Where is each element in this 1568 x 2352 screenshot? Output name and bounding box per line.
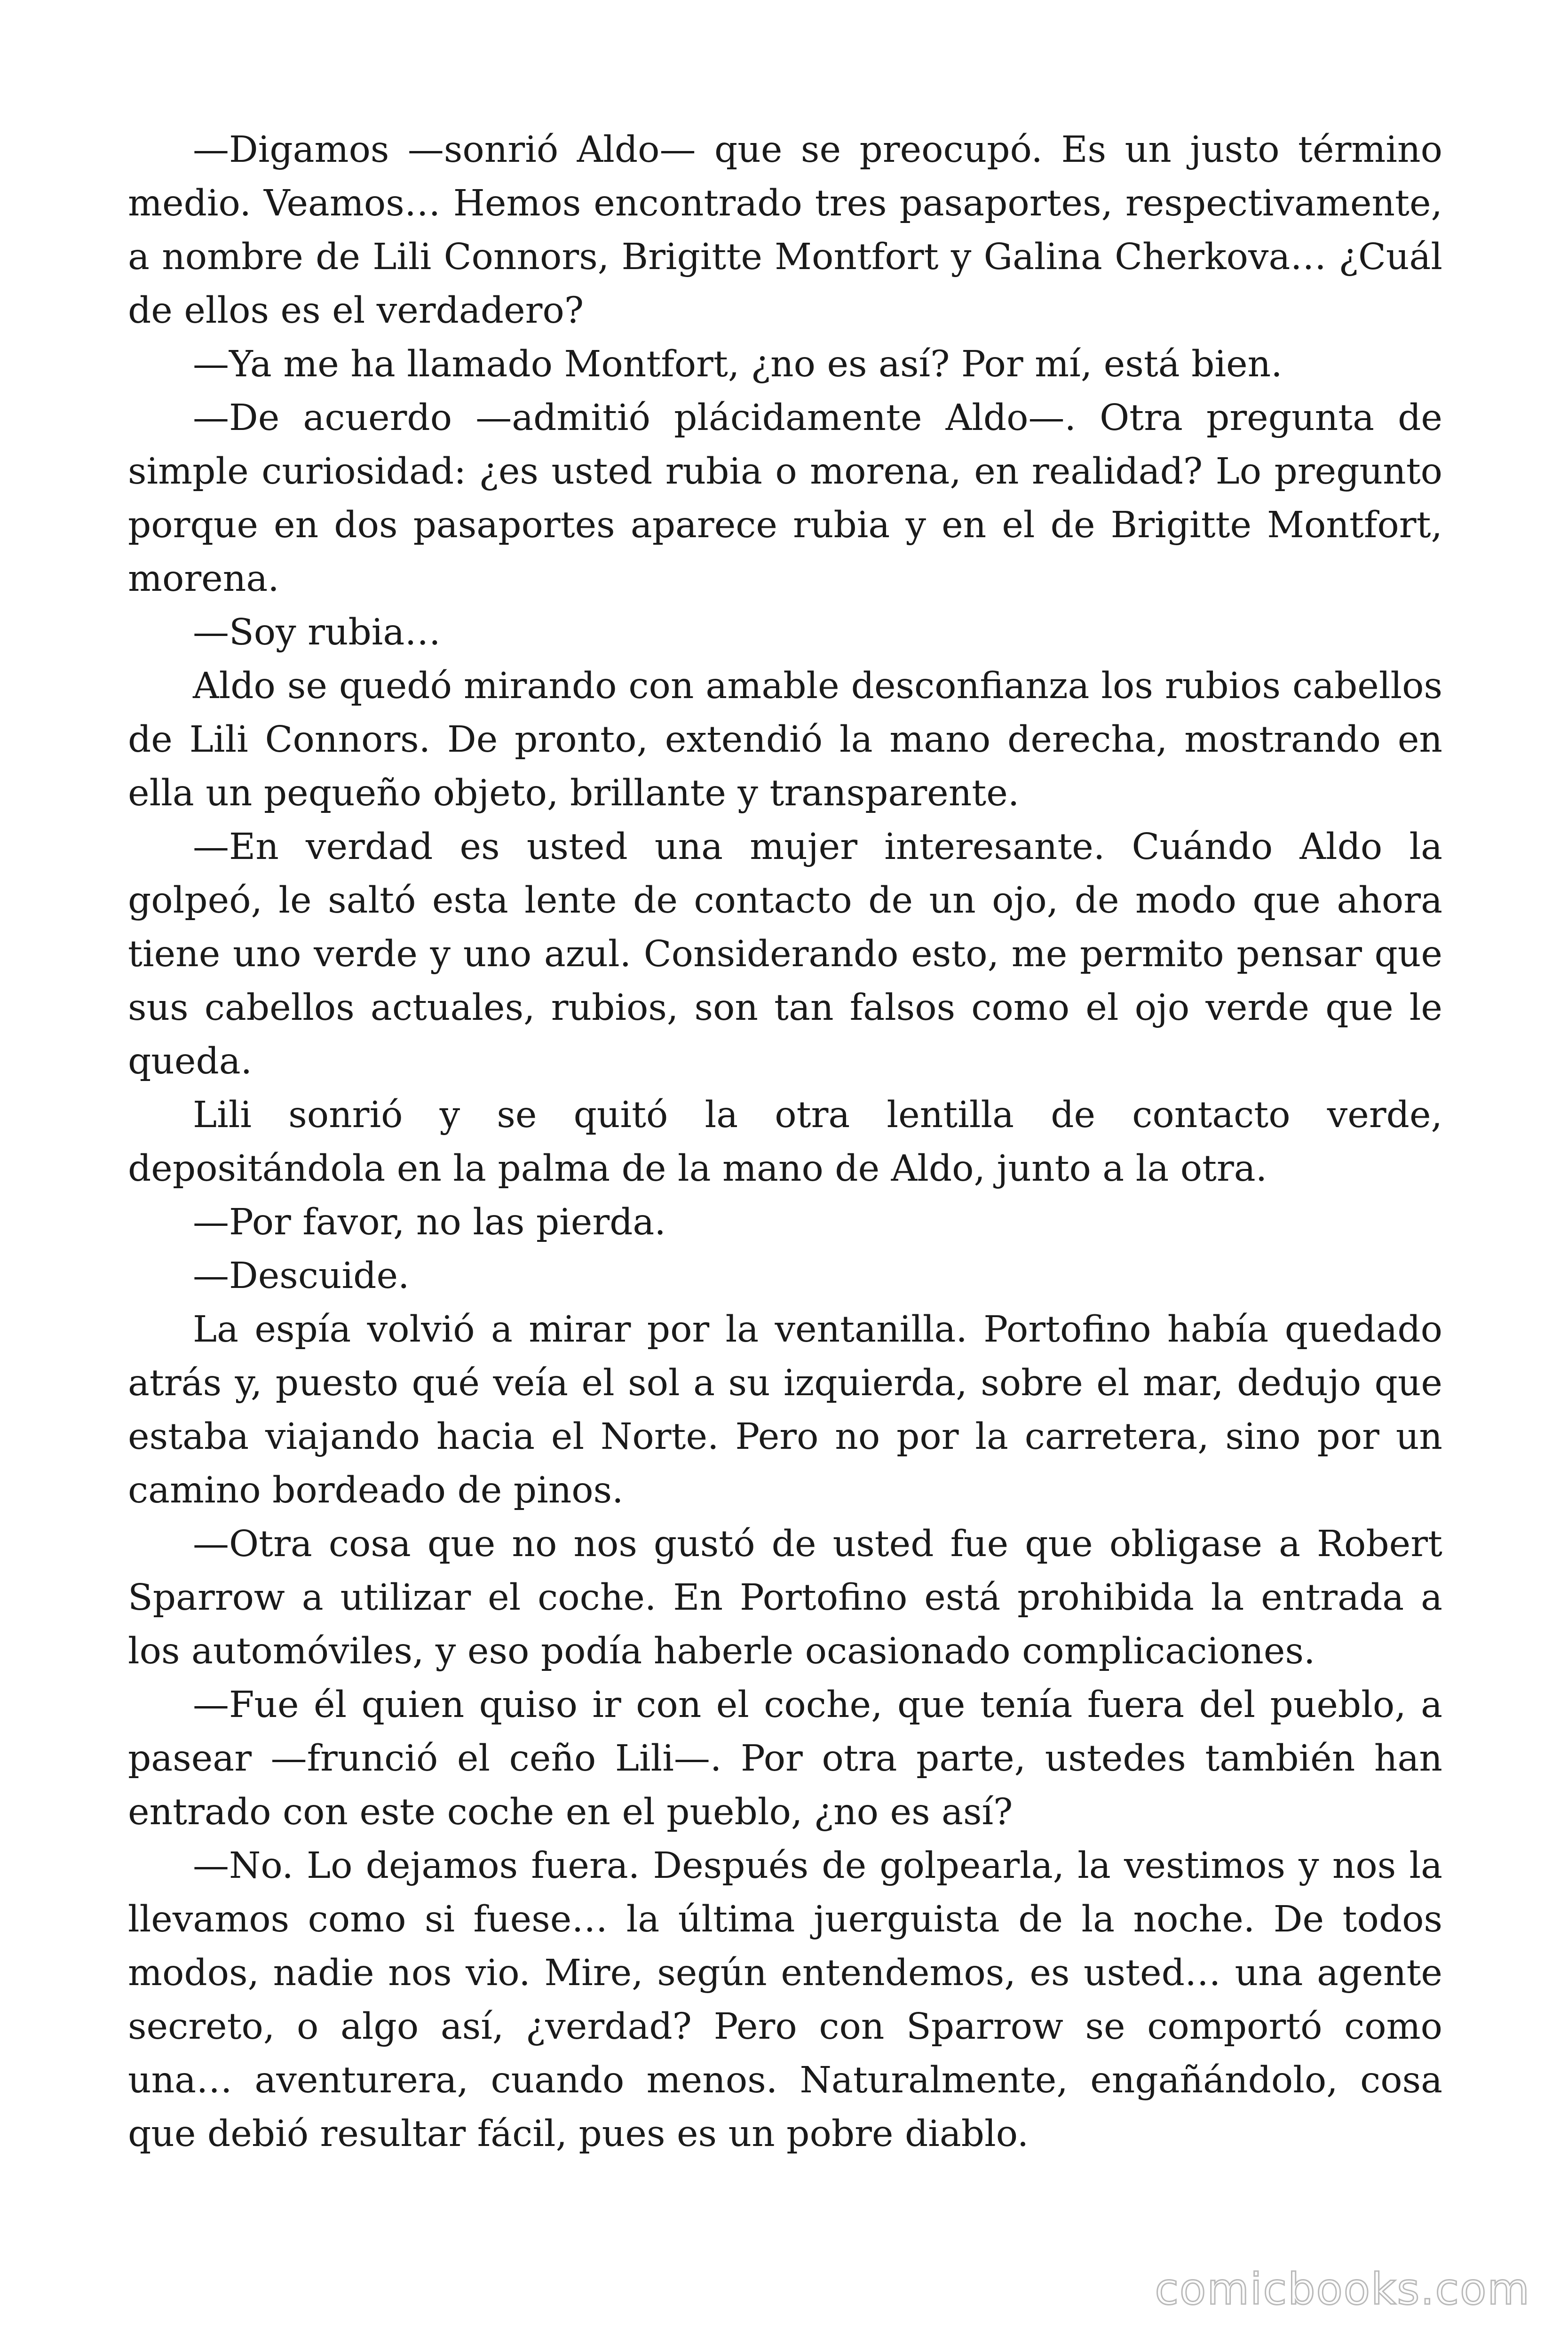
watermark: comicbooks.com bbox=[1155, 2264, 1530, 2314]
paragraph-11: —Otra cosa que no nos gustó de usted fue que obligase a Robert Sparrow a utilizar el coche. En Portofino está prohibida la entrada a los automóviles, y eso podía haberle ocasionado complicaciones. bbox=[128, 1523, 1442, 1672]
paragraph-3: —De acuerdo —admitió plácidamente Aldo—. Otra pregunta de simple curiosidad: ¿es usted rubia o morena, en realidad? Lo pregunto porque en dos pasaportes aparece rubia y en el de Brigitte Montfort, morena. bbox=[128, 397, 1442, 600]
paragraph-1: —Digamos —sonrió Aldo— que se preocupó. Es un justo término medio. Veamos… Hemos encontrado tres pasaportes, respectivamente, a nombre de Lili Connors, Brigitte Montfort y Galina Cherkova… ¿Cuál de ellos es el verdadero? bbox=[128, 129, 1442, 332]
paragraph-9: —Descuide. bbox=[193, 1255, 410, 1297]
paragraph-10: La espía volvió a mirar por la ventanilla. Portofino había quedado atrás y, puesto qué veía el sol a su izquierda, sobre el mar, dedujo que estaba viajando hacia el Norte. Pero no por la carretera, sino por un camino bordeado de pinos. bbox=[128, 1309, 1442, 1511]
body-text bbox=[128, 123, 1442, 2161]
paragraph-7: Lili sonrió y se quitó la otra lentilla de contacto verde, depositándola en la palma de la mano de Aldo, junto a la otra. bbox=[128, 1094, 1442, 1190]
paragraph-13: —No. Lo dejamos fuera. Después de golpearla, la vestimos y nos la llevamos como si fuese… la última juerguista de la noche. De todos modos, nadie nos vio. Mire, según entendemos, es usted… una agente secreto, o algo así, ¿verdad? Pero con Sparrow se comportó como una… aventurera, cuando menos. Naturalmente, engañándolo, cosa que debió resultar fácil, pues es un pobre diablo. bbox=[128, 1845, 1442, 2155]
paragraph-6: —En verdad es usted una mujer interesante. Cuándo Aldo la golpeó, le saltó esta lente de contacto de un ojo, de modo que ahora tiene uno verde y uno azul. Considerando esto, me permito pensar que sus cabellos actuales, rubios, son tan falsos como el ojo verde que le queda. bbox=[128, 826, 1442, 1082]
paragraph-5: Aldo se quedó mirando con amable desconfianza los rubios cabellos de Lili Connors. De pronto, extendió la mano derecha, mostrando en ella un pequeño objeto, brillante y transparente. bbox=[128, 665, 1442, 814]
paragraph-2: —Ya me ha llamado Montfort, ¿no es así? Por mí, está bien. bbox=[193, 343, 1283, 385]
paragraph-8: —Por favor, no las pierda. bbox=[193, 1201, 666, 1243]
paragraph-12: —Fue él quien quiso ir con el coche, que tenía fuera del pueblo, a pasear —frunció el ceño Lili—. Por otra parte, ustedes también han entrado con este coche en el pueblo, ¿no es así? bbox=[128, 1684, 1442, 1833]
paragraph-4: —Soy rubia… bbox=[193, 612, 441, 653]
